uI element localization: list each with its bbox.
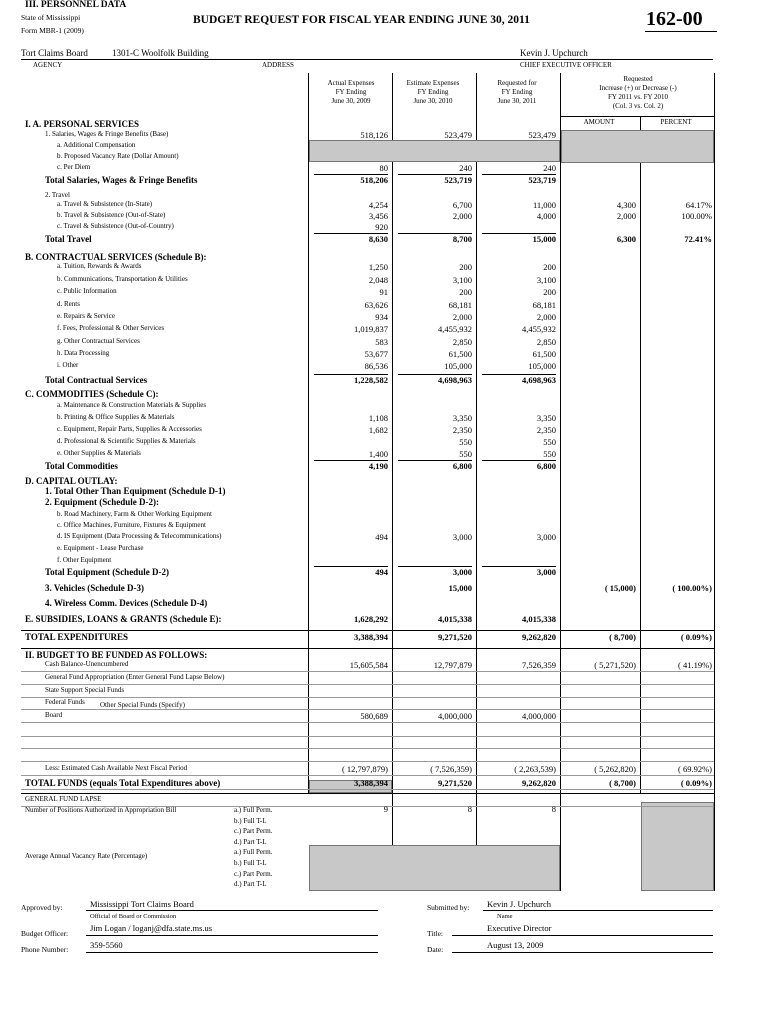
officer-label: CHIEF EXECUTIVE OFFICER [520, 61, 612, 69]
row-value-a: 1,108 [368, 413, 388, 423]
name-caption: Name [497, 913, 513, 920]
total-rule [482, 374, 556, 375]
row-value-r: 3,000 [536, 567, 556, 577]
agency-name: Tort Claims Board [21, 48, 88, 58]
row-label: TOTAL EXPENDITURES [25, 632, 128, 642]
row-value-e: 6,800 [452, 461, 472, 471]
rule-subsidies [21, 630, 714, 631]
row-label: C. COMMODITIES (Schedule C): [25, 389, 159, 399]
row-label: Total Commodities [45, 461, 118, 471]
row-label: c. Equipment, Repair Parts, Supplies & Accessories [57, 425, 202, 433]
row-value-e: 12,797,879 [433, 660, 472, 670]
row-value-r: 9,262,820 [522, 632, 556, 642]
col-header-actual: Actual Expenses FY Ending June 30, 2009 [327, 79, 375, 105]
row-value-pct: ( 69.92%) [678, 764, 712, 774]
row-value-pct: 72.41% [684, 234, 712, 244]
row-value-a: 934 [375, 312, 388, 322]
row-label: a. Additional Compensation [57, 141, 136, 149]
row-value-a: 1,400 [368, 449, 388, 459]
row-label: h. Data Processing [57, 349, 110, 357]
row-separator [21, 789, 714, 790]
row-value-pct: ( 0.09%) [680, 778, 712, 788]
grid-vline-6 [714, 73, 715, 891]
row-label: 1. Total Other Than Equipment (Schedule D-1) [45, 486, 226, 496]
row-value-e: 105,000 [444, 361, 472, 371]
phone-value: 359-5560 [90, 940, 123, 950]
row-value-a: 4,190 [368, 461, 388, 471]
row-value-e: ( 7,526,359) [430, 764, 472, 774]
row-value-pct: 100.00% [681, 211, 712, 221]
row-value-amt: ( 8,700) [609, 778, 636, 788]
row-label: 1. Salaries, Wages & Fringe Benefits (Base) [45, 130, 169, 138]
row-label: d. Rents [57, 300, 80, 308]
total-rule [314, 233, 388, 234]
row-value-a: 583 [375, 337, 388, 347]
row-value-r: 3,000 [536, 532, 556, 542]
row-label: c. Per Diem [57, 163, 91, 171]
row-value-a: 1,019,837 [354, 324, 388, 334]
row-label: c. Office Machines, Furniture, Fixtures & Equipment [57, 521, 206, 529]
row-label: c. Public Information [57, 287, 117, 295]
row-value-r: 200 [543, 287, 556, 297]
row-value-e: 3,100 [452, 275, 472, 285]
row-label: b. Communications, Transportation & Utilities [57, 275, 188, 283]
row-value-r: 550 [543, 437, 556, 447]
row-label: Total Travel [45, 234, 92, 244]
col-header-change: Requested Increase (+) or Decrease (-) FY 2011 vs. FY 2010 (Col. 3 vs. Col. 2) [599, 75, 677, 110]
row-value-e: 3,000 [452, 532, 472, 542]
row-value-a: 3,388,394 [354, 778, 388, 788]
title-line [452, 935, 713, 936]
row-value-amt: 6,300 [616, 234, 636, 244]
row-value-a: 518,126 [360, 130, 388, 140]
row-value-e: 2,000 [452, 312, 472, 322]
row-label: Federal Funds [45, 698, 85, 706]
row-value-a: 15,605,584 [349, 660, 388, 670]
submitted-value: Kevin J. Upchurch [487, 899, 551, 909]
row-label: i. Other [57, 361, 79, 369]
row-value-e: 61,500 [448, 349, 472, 359]
row-value-r: 7,526,359 [522, 660, 556, 670]
row-label: e. Equipment - Lease Purchase [57, 544, 144, 552]
row-separator [21, 709, 714, 710]
personnel-sublabel: a.) Full Perm. [234, 806, 273, 814]
row-value-a: ( 12,797,879) [341, 764, 388, 774]
row-value-e: 2,350 [452, 425, 472, 435]
total-rule [398, 174, 472, 175]
personnel-sublabel: c.) Part Perm. [234, 827, 273, 836]
rule-personnel [21, 793, 714, 794]
total-rule [314, 374, 388, 375]
row-separator [21, 736, 714, 737]
row-value-r: 3,350 [536, 413, 556, 423]
personnel-sublabel: d.) Part T-L [234, 837, 267, 846]
row-label: Less: Estimated Cash Available Next Fiscal Period [45, 764, 188, 772]
form-id: Form MBR-1 (2009) [21, 26, 84, 35]
total-rule [398, 374, 472, 375]
personnel-sublabel: a.) Full Perm. [234, 848, 273, 857]
row-label: f. Other Equipment [57, 556, 112, 564]
approved-label: Approved by: [21, 903, 63, 912]
row-label: 3. Vehicles (Schedule D-3) [45, 583, 144, 593]
row-separator [21, 761, 714, 762]
row-label: b. Road Machinery, Farm & Other Working Equipment [57, 510, 212, 518]
date-label: Date: [427, 945, 444, 954]
total-rule [482, 460, 556, 461]
row-label: 4. Wireless Comm. Devices (Schedule D-4) [45, 598, 208, 608]
submitted-label: Submitted by: [427, 903, 470, 912]
total-rule [482, 566, 556, 567]
row-value-e: 6,700 [452, 200, 472, 210]
date-value: August 13, 2009 [487, 940, 544, 950]
row-value-a: 494 [375, 567, 388, 577]
personnel-sublabel: d.) Part T-L [234, 880, 267, 889]
row-label: b. Travel & Subsistence (Out-of-State) [57, 211, 166, 219]
row-value-pct: 64.17% [685, 200, 712, 210]
agency-label: AGENCY [33, 61, 63, 69]
col-header-requested: Requested for FY Ending June 30, 2011 [497, 79, 537, 105]
row-value-amt: ( 5,271,520) [594, 660, 636, 670]
row-label: b. Printing & Office Supplies & Materials [57, 413, 175, 421]
row-value-amt: ( 8,700) [609, 632, 636, 642]
row-label: B. CONTRACTUAL SERVICES (Schedule B): [25, 252, 207, 262]
row-value-r: 6,800 [536, 461, 556, 471]
col-header-percent: PERCENT [660, 118, 692, 126]
col-header-estimate: Estimate Expenses FY Ending June 30, 2010 [406, 79, 460, 105]
row-value-r: 4,000 [536, 211, 556, 221]
row-value-e: 9,271,520 [438, 632, 472, 642]
row-value-a: 580,689 [360, 711, 388, 721]
shaded-vacancy [309, 845, 560, 891]
row-label: Total Contractual Services [45, 375, 148, 385]
row-value-amt: ( 15,000) [604, 583, 636, 593]
row-label: TOTAL FUNDS (equals Total Expenditures above) [25, 778, 221, 788]
row-separator [21, 775, 714, 776]
row-label: E. SUBSIDIES, LOANS & GRANTS (Schedule E): [25, 614, 222, 624]
row-value-e: 2,000 [452, 211, 472, 221]
other-special-funds-label: Other Special Funds (Specify) [100, 701, 185, 709]
shaded-personnel-pct [641, 802, 714, 891]
phone-line [86, 952, 378, 953]
row-value-r: 68,181 [532, 300, 556, 310]
row-value-e: 3,350 [452, 413, 472, 423]
form-number-underline [645, 31, 717, 32]
total-rule [314, 174, 388, 175]
page-title: BUDGET REQUEST FOR FISCAL YEAR ENDING JUNE 30, 2011 [193, 14, 530, 26]
row-value-r: 2,350 [536, 425, 556, 435]
row-value-e: 15,000 [448, 583, 472, 593]
row-value-e: 3,000 [452, 567, 472, 577]
row-value-e: 550 [459, 437, 472, 447]
grid-vline-3 [476, 73, 477, 891]
positions-requested: 8 [551, 804, 556, 814]
header-rule [21, 59, 713, 60]
submitted-line [483, 910, 713, 911]
row-label: e. Repairs & Service [57, 312, 115, 320]
row-separator [21, 722, 714, 723]
row-value-r: 523,479 [528, 130, 556, 140]
row-value-a: 8,630 [368, 234, 388, 244]
row-label: I. A. PERSONAL SERVICES [25, 119, 139, 129]
row-label: D. CAPITAL OUTLAY: [25, 476, 118, 486]
row-label: b. Proposed Vacancy Rate (Dollar Amount) [57, 152, 179, 160]
row-value-a: 920 [375, 222, 388, 232]
approved-value: Mississippi Tort Claims Board [90, 899, 194, 909]
row-value-a: 1,250 [368, 262, 388, 272]
row-value-a: 4,254 [368, 200, 388, 210]
shaded-change-personal [561, 130, 714, 163]
row-label: Total Salaries, Wages & Fringe Benefits [45, 175, 198, 185]
row-value-a: 494 [375, 532, 388, 542]
row-value-e: 8,700 [452, 234, 472, 244]
total-rule [398, 460, 472, 461]
row-value-e: 200 [459, 262, 472, 272]
row-label: a. Travel & Subsistence (In-State) [57, 200, 153, 208]
row-value-r: 4,000,000 [522, 711, 556, 721]
row-separator [21, 684, 714, 685]
officer-name: Kevin J. Upchurch [520, 48, 588, 58]
row-value-a: 1,628,292 [354, 614, 388, 624]
row-label: e. Other Supplies & Materials [57, 449, 141, 457]
row-value-a: 518,206 [360, 175, 388, 185]
row-value-r: 2,850 [536, 337, 556, 347]
title-value: Executive Director [487, 923, 552, 933]
form-number: 162-00 [646, 8, 703, 30]
total-rule [314, 460, 388, 461]
row-label: II. BUDGET TO BE FUNDED AS FOLLOWS: [25, 650, 208, 660]
row-value-a: 53,677 [364, 349, 388, 359]
row-value-e: 523,719 [444, 175, 472, 185]
row-label: Total Equipment (Schedule D-2) [45, 567, 169, 577]
budget-officer-value: Jim Logan / loganj@dfa.state.ms.us [90, 923, 213, 933]
row-value-a: 63,626 [364, 300, 388, 310]
row-value-amt: 4,300 [616, 200, 636, 210]
row-label: 2. Equipment (Schedule D-2): [45, 497, 160, 507]
row-value-r: 200 [543, 262, 556, 272]
grid-vline-1 [308, 73, 309, 793]
row-value-e: 9,271,520 [438, 778, 472, 788]
personnel-sublabel: b.) Full T-L [234, 816, 267, 825]
total-rule [482, 174, 556, 175]
row-label: d. Professional & Scientific Supplies & Materials [57, 437, 196, 445]
row-value-r: 240 [543, 163, 556, 173]
row-label: Cash Balance-Unencumbered [45, 660, 129, 668]
row-separator [21, 697, 714, 698]
row-label: General Fund Appropriation (Enter General Fund Lapse Below) [45, 673, 225, 681]
row-label: a. Maintenance & Construction Materials & Supplies [57, 401, 207, 409]
row-value-a: 3,456 [368, 211, 388, 221]
row-value-r: 4,455,932 [522, 324, 556, 334]
row-label: III. PERSONNEL DATA [25, 0, 127, 10]
total-rule [398, 566, 472, 567]
row-value-e: 200 [459, 287, 472, 297]
address-label: ADDRESS [262, 61, 294, 69]
budget-officer-line [86, 935, 378, 936]
rule-total-exp [21, 648, 714, 649]
row-label: c. Travel & Subsistence (Out-of-Country) [57, 222, 174, 230]
grid-change-rule [560, 116, 714, 117]
row-value-a: 2,048 [368, 275, 388, 285]
positions-actual: 9 [383, 804, 388, 814]
phone-label: Phone Number: [21, 945, 69, 954]
row-value-e: 523,479 [444, 130, 472, 140]
row-value-e: 240 [459, 163, 472, 173]
state-name: State of Mississippi [21, 13, 81, 22]
row-value-e: 4,698,963 [438, 375, 472, 385]
row-label: GENERAL FUND LAPSE [25, 795, 102, 803]
row-value-a: 3,388,394 [354, 632, 388, 642]
row-value-e: 2,850 [452, 337, 472, 347]
row-value-pct: ( 0.09%) [680, 632, 712, 642]
total-rule [398, 233, 472, 234]
approved-caption: Official of Board or Commission [90, 913, 177, 920]
row-value-e: 550 [459, 449, 472, 459]
row-value-r: 3,100 [536, 275, 556, 285]
total-rule [482, 233, 556, 234]
row-label: f. Fees, Professional & Other Services [57, 324, 165, 332]
row-value-amt: 2,000 [616, 211, 636, 221]
row-value-a: 80 [379, 163, 388, 173]
grid-vline-4 [560, 73, 561, 891]
approved-line [86, 910, 378, 911]
date-line [452, 952, 713, 953]
row-value-r: ( 2,263,539) [514, 764, 556, 774]
row-value-a: 86,536 [364, 361, 388, 371]
row-value-e: 4,455,932 [438, 324, 472, 334]
row-label: Board [45, 711, 63, 719]
personnel-sublabel: c.) Part Perm. [234, 869, 273, 878]
row-value-r: 4,015,338 [522, 614, 556, 624]
agency-address: 1301-C Woolfolk Building [112, 48, 209, 58]
grid-vline-2 [392, 73, 393, 891]
row-label: a. Tuition, Rewards & Awards [57, 262, 142, 270]
row-value-pct: ( 41.19%) [678, 660, 712, 670]
positions-label: Number of Positions Authorized in Appropriation Bill [25, 806, 177, 814]
row-value-r: 4,698,963 [522, 375, 556, 385]
row-separator [21, 748, 714, 749]
row-separator [21, 671, 714, 672]
row-label: 2. Travel [45, 191, 70, 199]
personnel-sublabel: b.) Full T-L [234, 859, 267, 867]
row-value-pct: ( 100.00%) [672, 583, 712, 593]
row-value-e: 4,000,000 [438, 711, 472, 721]
row-value-r: 11,000 [532, 200, 556, 210]
row-value-e: 68,181 [448, 300, 472, 310]
row-value-r: 9,262,820 [522, 778, 556, 788]
row-value-amt: ( 5,262,820) [594, 764, 636, 774]
row-label: g. Other Contractual Services [57, 337, 140, 345]
grid-vline-5 [640, 116, 641, 793]
vacancy-label: Average Annual Vacancy Rate (Percentage) [25, 852, 148, 860]
row-value-r: 2,000 [536, 312, 556, 322]
row-value-e: 4,015,338 [438, 614, 472, 624]
row-value-r: 523,719 [528, 175, 556, 185]
row-value-a: 91 [379, 287, 388, 297]
budget-officer-label: Budget Officer: [21, 929, 69, 938]
title-label: Title: [427, 929, 443, 938]
row-value-r: 105,000 [528, 361, 556, 371]
row-label: d. IS Equipment (Data Processing & Telecommunications) [57, 532, 222, 540]
total-rule [314, 566, 388, 567]
row-value-r: 61,500 [532, 349, 556, 359]
col-header-amount: AMOUNT [583, 118, 615, 126]
row-value-a: 1,228,582 [354, 375, 388, 385]
row-value-a: 1,682 [368, 425, 388, 435]
row-value-r: 15,000 [532, 234, 556, 244]
row-label: State Support Special Funds [45, 686, 125, 694]
shaded-additional-comp [309, 140, 560, 162]
row-value-r: 550 [543, 449, 556, 459]
positions-estimate: 8 [467, 804, 472, 814]
